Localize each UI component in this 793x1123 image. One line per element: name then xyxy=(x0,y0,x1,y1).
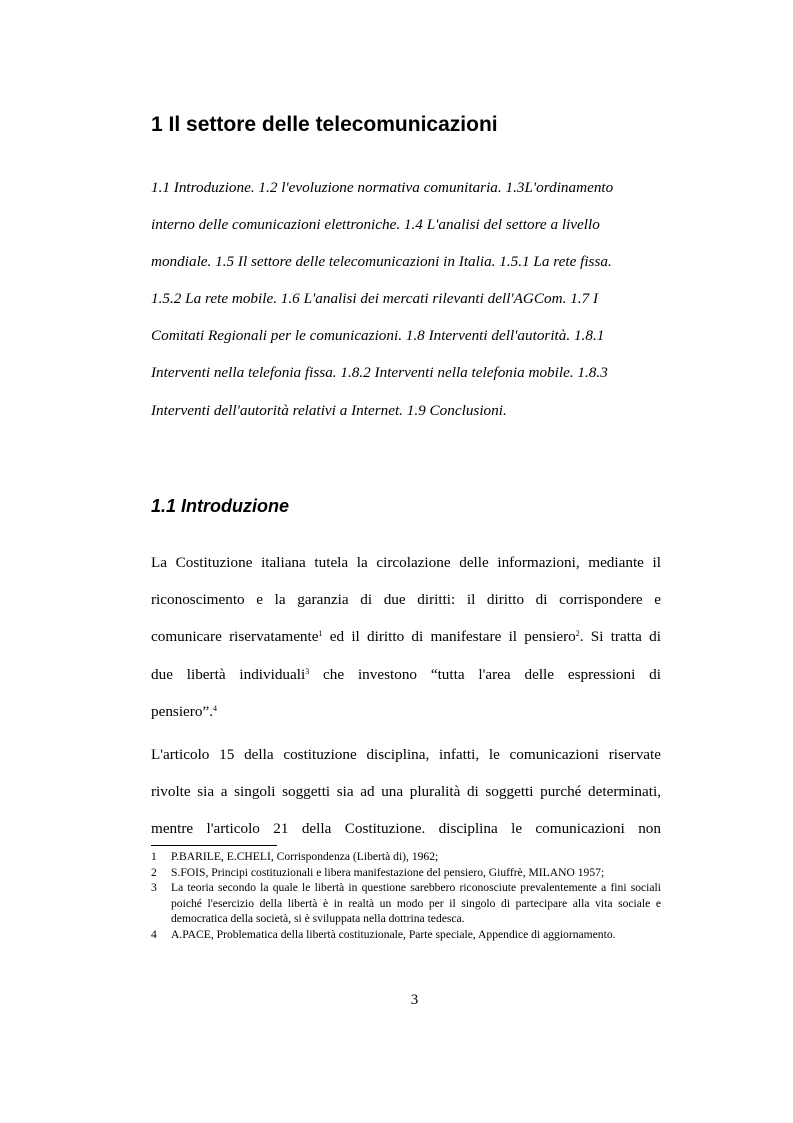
paragraph-line: rivolte sia a singoli soggetti sia ad una pluralità di soggetti purché determinati, xyxy=(151,783,661,801)
footnotes-list xyxy=(151,849,661,943)
paragraph-line xyxy=(151,656,661,693)
footnote-number: 3 xyxy=(151,881,157,895)
paragraph-line: riconoscimento e la garanzia di due diritti: il diritto di corrispondere e xyxy=(151,591,661,609)
paragraph-line xyxy=(151,618,661,655)
footnote-item xyxy=(151,927,661,943)
footnote-number: 4 xyxy=(151,927,157,941)
chapter-title: 1 Il settore delle telecomunicazioni xyxy=(151,113,498,136)
summary-line: Interventi nella telefonia fissa. 1.8.2 Interventi nella telefonia mobile. 1.8.3 xyxy=(151,364,608,382)
paragraph-line: L'articolo 15 della costituzione disciplina, infatti, le comunicazioni riservate xyxy=(151,746,661,763)
footnote-text: La teoria secondo la quale le libertà in questione sarebbero riconosciute prevalentemente a fini sociali poiché l'esercizio della libertà è in realtà un modo per il singolo di partecipare alla vita sociale e democratica della società, si è sviluppata nella dottrina tedesca. xyxy=(171,881,661,926)
chapter-summary xyxy=(151,169,671,429)
text-run: ed il diritto di manifestare il pensiero xyxy=(322,628,576,646)
footnote-item xyxy=(151,880,661,927)
summary-line: 1.1 Introduzione. 1.2 l'evoluzione normativa comunitaria. 1.3L'ordinamento xyxy=(151,179,614,196)
footnote-text: P.BARILE, E.CHELI, Corrispondenza (Libertà di), 1962; xyxy=(171,850,439,863)
paragraph-line: mentre l'articolo 21 della Costituzione. disciplina le comunicazioni non xyxy=(151,820,661,838)
section-title: 1.1 Introduzione xyxy=(151,496,290,516)
page-number: 3 xyxy=(410,992,419,1008)
paragraph-article xyxy=(151,736,661,848)
text-run: . Si tratta di xyxy=(579,628,661,646)
summary-line: mondiale. 1.5 Il settore delle telecomunicazioni in Italia. 1.5.1 La rete fissa. xyxy=(151,253,612,271)
footnote-number: 2 xyxy=(151,865,157,879)
text-run: comunicare riservatamente xyxy=(151,628,319,646)
footnote-ref[interactable]: 2 xyxy=(575,629,580,639)
text-run: pensiero”. xyxy=(151,702,213,720)
footnote-text: A.PACE, Problematica della libertà costituzionale, Parte speciale, Appendice di aggiornamento. xyxy=(171,927,616,941)
summary-line: 1.5.2 La rete mobile. 1.6 L'analisi dei mercati rilevanti dell'AGCom. 1.7 I xyxy=(151,290,599,308)
footnote-number: 1 xyxy=(151,850,157,863)
footnote-ref[interactable]: 4 xyxy=(213,703,217,713)
summary-line: interno delle comunicazioni elettroniche. 1.4 L'analisi del settore a livello xyxy=(151,216,600,234)
footnote-ref[interactable]: 3 xyxy=(305,666,310,676)
text-run: due libertà individuali xyxy=(151,665,306,683)
paragraph-intro xyxy=(151,544,661,730)
paragraph-line: La Costituzione italiana tutela la circolazione delle informazioni, mediante il xyxy=(151,554,661,571)
summary-line: Comitati Regionali per le comunicazioni. 1.8 Interventi dell'autorità. 1.8.1 xyxy=(151,327,605,345)
paragraph-line xyxy=(151,693,661,730)
text-run: che investono “tutta l'area delle espressioni di xyxy=(309,665,661,683)
summary-line: Interventi dell'autorità relativi a Internet. 1.9 Conclusioni. xyxy=(151,401,507,419)
footnote-text: S.FOIS, Principi costituzionali e libera manifestazione del pensiero, Giuffrè, MILANO 1957; xyxy=(171,865,605,879)
footnote-item xyxy=(151,849,661,865)
footnote-ref[interactable]: 1 xyxy=(318,629,323,639)
footnote-item xyxy=(151,865,661,881)
footnote-separator xyxy=(151,845,277,846)
